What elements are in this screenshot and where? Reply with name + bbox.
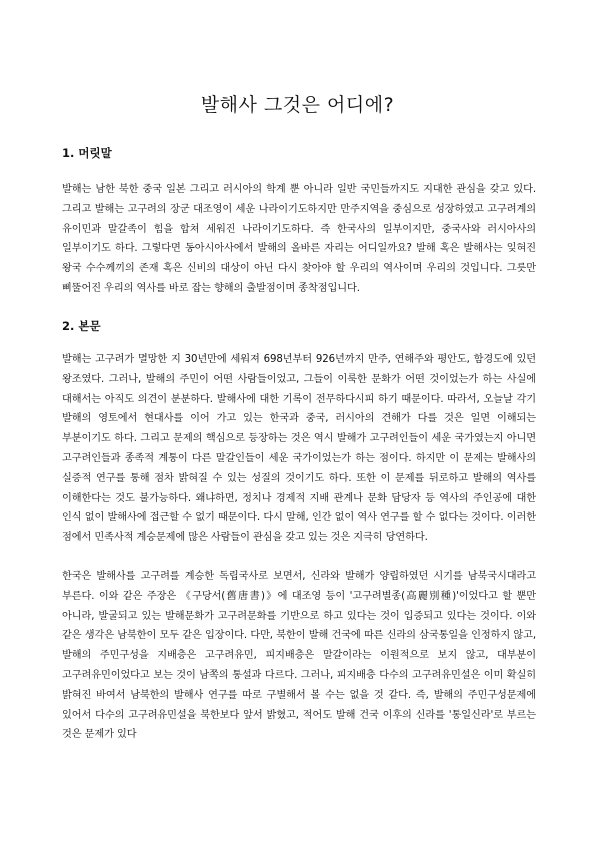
body-paragraph-2 [62, 567, 536, 745]
section-heading-intro: 1. 머릿말 [62, 146, 112, 160]
intro-paragraph [62, 180, 536, 299]
intro-paragraph-text: 발해는 남한 북한 중국 일본 그리고 러시아의 학계 뿐 아니라 일반 국민들까지도 지대한 관심을 갖고 있다. 그리고 발해는 고구려의 장군 대조영이 세운 나라이기도하지만 만주지역을 중심으로 성장하였고 고구려계의 유이민과 말갈족이 힘을 합쳐 세워진 나라이기도하다. 즉 한국사의 일부이지만, 중국사와 러시아사의 일부이기도 하다. 그렇다면 동아시아사에서 발해의 올바른 자리는 어디일까요? 발해 혹은 발해사는 잊혀진 왕국 수수께끼의 존재 혹은 신비의 대상이 아닌 다시 찾아야 할 우리의 역사이며 우리의 것입니다. 그릇만 삐뚤어진 우리의 역사를 바로 잡는 향해의 출발점이며 종착점입니다. [62, 184, 536, 294]
body-paragraph-1-text: 발해는 고구려가 멸망한 지 30년만에 세워져 698년부터 926년까지 만주, 연해주와 평안도, 함경도에 있던 왕조였다. 그러나, 발해의 주민이 어떤 사람들이었고, 그들이 이룩한 문화가 어떤 것이었는가 하는 사실에 대해서는 아직도 의견이 분분하다. 발해사에 대한 기록이 전무하다시피 하기 때문이다. 따라서, 오늘날 각기 발해의 영토에서 현대사를 이어 가고 있는 한국과 중국, 러시아의 견해가 다를 것은 일면 이해되는 부분이기도 하다. 그리고 문제의 핵심으로 등장하는 것은 역시 발해가 고구려인들이 세운 국가였는지 아니면 고구려인들과 종족적 계통이 다른 말갈인들이 세운 국가이었는가 하는 점이다. 하지만 이 문제는 발해사의 실증적 연구를 통해 점차 밝혀질 수 있는 성질의 것이기도 하다. 또한 이 문제를 뒤로하고 발해의 역사를 이해한다는 것도 불가능하다. 왜냐하면, 정치나 경제적 지배 관계나 문화 담당자 등 역사의 주인공에 대한 인식 없이 발해사에 접근할 수 없기 때문이다. 다시 말해, 인간 없이 역사 연구를 할 수 없다는 것이다. 이러한 점에서 민족사적 계승문제에 많은 사람들이 관심을 갖고 있는 것은 지극히 당연하다. [62, 354, 536, 544]
section-heading-body: 2. 본문 [62, 319, 101, 333]
body-paragraph-2-text: 한국은 발해사를 고구려를 계승한 독립국사로 보면서, 신라와 발해가 양립하였던 시기를 남북국시대라고 부른다. 이와 같은 주장은 《구당서(舊唐書)》에 대조영 등이 '고구려별종(高麗別種)'이었다고 할 뿐만 아니라, 발굴되고 있는 발해문화가 고구려문화를 기반으로 하고 있다는 것이 입증되고 있다는 것이다. 이와 같은 생각은 남북한이 모두 같은 입장이다. 다만, 북한이 발해 건국에 따른 신라의 삼국통일을 인정하지 않고, 발해의 주민구성을 지배층은 고구려유민, 피지배층은 말갈이라는 이원적으로 보지 않고, 대부분이 고구려유민이었다고 보는 것이 남쪽의 통설과 다르다. 그러나, 피지배층 다수의 고구려유민설은 이미 확실히 밝혀진 바여서 남북한의 발해사 연구를 따로 구별해서 볼 수는 없을 것 같다. 즉, 발해의 주민구성문제에 있어서 다수의 고구려유민설을 북한보다 앞서 밝혔고, 적어도 발해 건국 이후의 신라를 '통일신라'로 부르는 것은 문제가 있다 [62, 571, 536, 741]
document-title: 발해사 그것은 어디에? [200, 94, 395, 116]
body-paragraph-1 [62, 350, 536, 548]
